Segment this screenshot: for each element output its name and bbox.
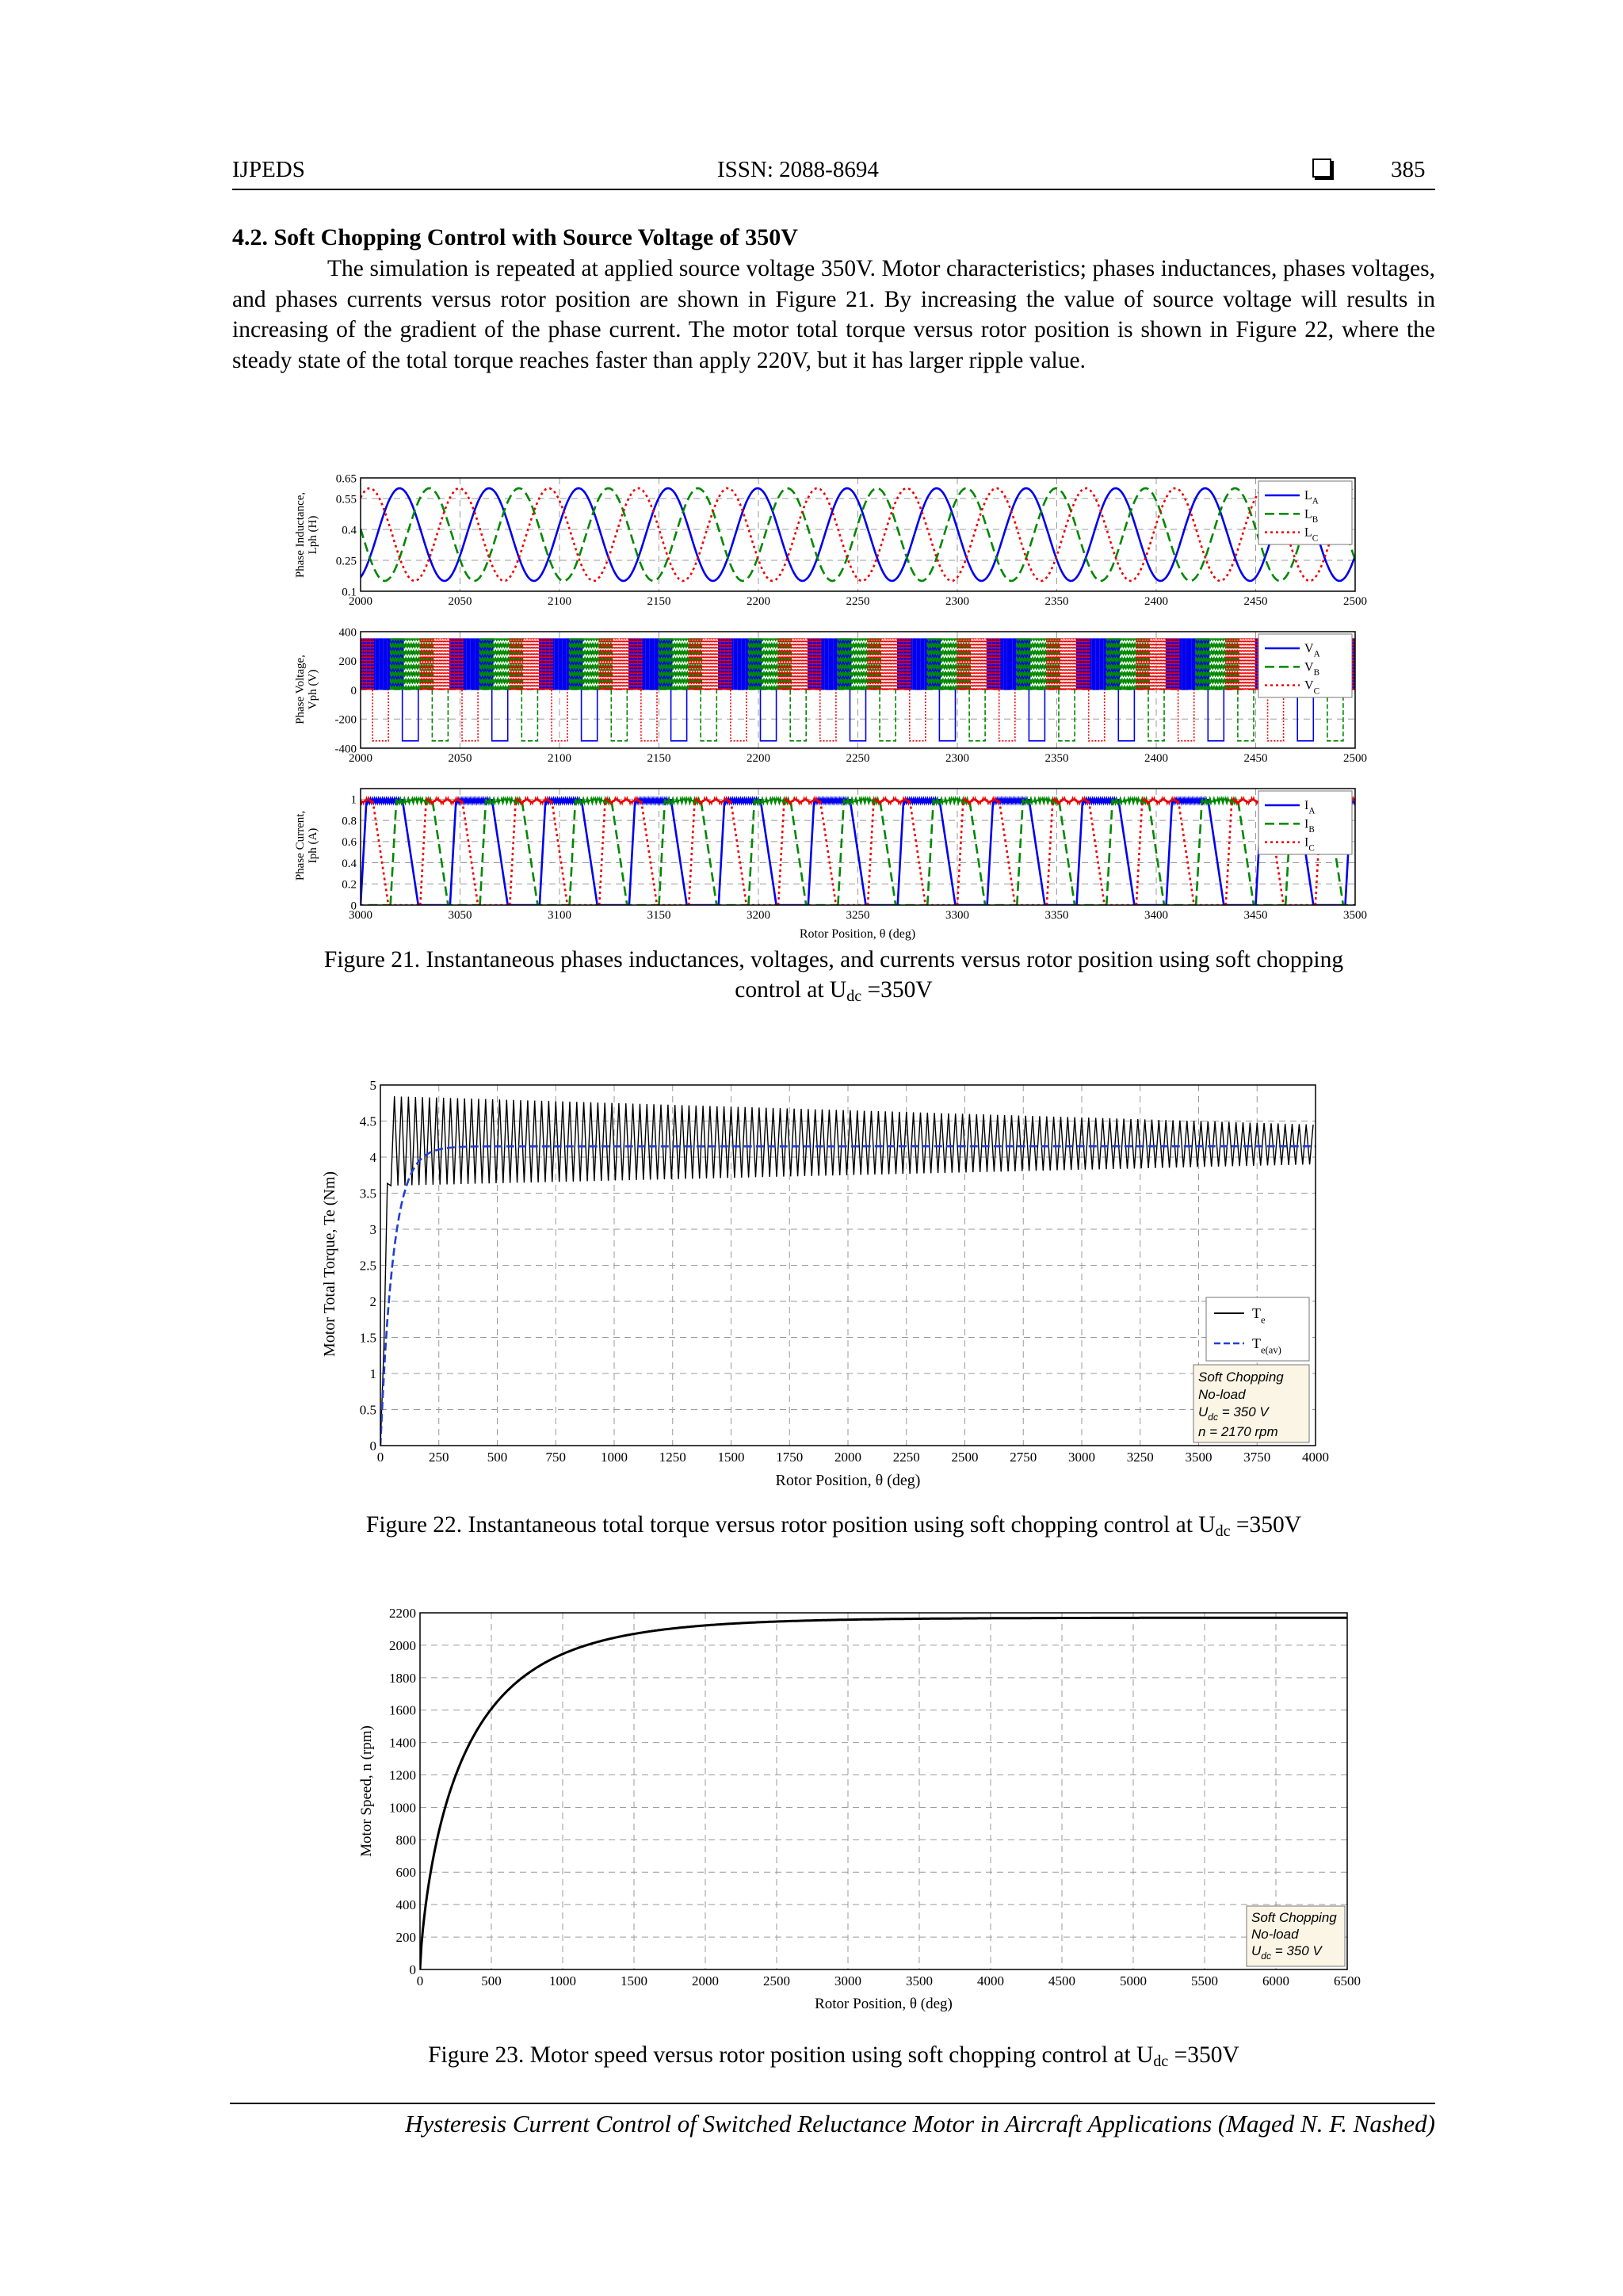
x-tick-label: 2100 [548, 595, 571, 608]
x-tick-label: 2200 [747, 752, 770, 765]
x-tick-label: 750 [545, 1450, 566, 1465]
x-tick-label: 1000 [601, 1450, 628, 1465]
y-tick-label: 0 [350, 900, 357, 913]
x-tick-label: 6000 [1262, 1973, 1289, 1988]
x-tick-label: 3350 [1044, 909, 1069, 922]
x-tick-label: 5000 [1120, 1973, 1147, 1988]
y-tick-label: 1.5 [359, 1330, 376, 1346]
legend-label: $V_A$ [1304, 642, 1320, 659]
y-tick-label: 1 [369, 1366, 376, 1381]
y-tick-label: 600 [395, 1865, 416, 1881]
x-tick-label: 3250 [846, 909, 870, 922]
x-axis-label: Rotor Position, θ (deg) [775, 1472, 921, 1489]
annotation-line: Soft Chopping [1251, 1910, 1337, 1925]
y-tick-label: 0.5 [359, 1402, 376, 1418]
x-tick-label: 2250 [892, 1450, 920, 1465]
legend-label: $V_C$ [1304, 678, 1320, 697]
issn: ISSN: 2088-8694 [717, 157, 879, 182]
torque-plot [321, 1078, 1329, 1489]
y-tick-label: 5 [369, 1077, 376, 1093]
y-tick-label: 1800 [389, 1670, 416, 1686]
x-tick-label: 2300 [945, 595, 969, 608]
x-tick-label: 2200 [747, 595, 770, 608]
caption-text-end: =350V [1230, 1512, 1302, 1538]
current-plot [271, 789, 1495, 941]
caption-text-end: =350V [861, 977, 933, 1003]
y-tick-label: 1000 [389, 1800, 416, 1816]
x-tick-label: 2250 [846, 752, 870, 765]
x-tick-label: 1500 [621, 1973, 647, 1988]
x-tick-label: 2000 [349, 752, 372, 765]
y-axis-label: Motor Total Torque, Te (Nm) [321, 1171, 338, 1358]
x-tick-label: 2350 [1044, 752, 1069, 765]
x-tick-label: 3000 [1068, 1450, 1095, 1465]
y-tick-label: -400 [334, 743, 357, 756]
x-tick-label: 2450 [1243, 752, 1268, 765]
x-axis-label: Rotor Position, θ (deg) [799, 927, 916, 941]
figure-21-caption [232, 945, 1435, 1005]
x-tick-label: 2400 [1144, 752, 1168, 765]
footer-rule [230, 2103, 1435, 2104]
x-tick-label: 1750 [776, 1450, 804, 1465]
x-tick-label: 2150 [647, 752, 671, 765]
y-axis-label: Phase Inductance,Lph (H) [294, 491, 319, 579]
x-tick-label: 2000 [349, 595, 372, 608]
x-tick-label: 2150 [647, 595, 671, 608]
y-tick-label: 0.6 [342, 836, 357, 850]
annotation-line: Soft Chopping [1198, 1370, 1284, 1385]
y-tick-label: 3.5 [359, 1186, 376, 1201]
y-tick-label: 2 [369, 1293, 376, 1309]
y-tick-label: 400 [395, 1897, 416, 1913]
caption-text: control at U [735, 977, 847, 1003]
x-tick-label: 3250 [1126, 1450, 1154, 1465]
legend-label: $L_C$ [1304, 525, 1319, 544]
y-axis-label: Phase Voltage,Vph (V) [294, 655, 319, 724]
figure-23-caption [232, 2040, 1435, 2070]
y-tick-label: 200 [338, 655, 357, 668]
x-tick-label: 2500 [1343, 595, 1367, 608]
x-tick-label: 2300 [945, 752, 969, 765]
x-tick-label: 3750 [1243, 1450, 1271, 1465]
annotation-line: $U_{dc} = 350$ V [1251, 1943, 1322, 1962]
annotation-line: No-load [1251, 1927, 1299, 1942]
annotation-line: $U_{dc} = 350$ V [1198, 1404, 1269, 1423]
x-tick-label: 3500 [1343, 909, 1367, 922]
x-tick-label: 2100 [548, 752, 571, 765]
x-tick-label: 4000 [1302, 1450, 1329, 1465]
x-tick-label: 3100 [548, 909, 571, 922]
x-tick-label: 2500 [763, 1973, 790, 1988]
y-tick-label: 200 [395, 1930, 416, 1946]
x-tick-label: 3450 [1243, 909, 1268, 922]
x-tick-label: 3000 [834, 1973, 861, 1988]
x-tick-label: 2350 [1044, 595, 1069, 608]
caption-line-2 [232, 975, 1435, 1005]
y-tick-label: -200 [334, 713, 357, 727]
y-tick-label: 0.1 [342, 586, 357, 599]
figure-22 [317, 1074, 1363, 1518]
y-tick-label: 1200 [389, 1767, 416, 1783]
annotation-line: No-load [1198, 1387, 1246, 1402]
x-tick-label: 2500 [1343, 752, 1367, 765]
caption-text: Figure 22. Instantaneous total torque versus rotor position using soft chopping control at U [365, 1512, 1216, 1538]
x-tick-label: 0 [376, 1450, 384, 1465]
y-tick-label: 2200 [389, 1605, 416, 1621]
paragraph-text: The simulation is repeated at applied source voltage 350V. Motor characteristics; phases inductances, phases voltages, and phases currents versus rotor position are shown in Figure 21. By increasing the value of source voltage will results in increasing of the gradient of the phase current. The motor total torque versus rotor position is shown in Figure 22, where the steady state of the total torque reaches faster than apply 220V, but it has larger ripple value. [232, 256, 1435, 373]
x-tick-label: 2400 [1144, 595, 1168, 608]
caption-text: Figure 23. Motor speed versus rotor position using soft chopping control at U [428, 2042, 1154, 2068]
x-tick-label: 3300 [945, 909, 969, 922]
y-tick-label: 400 [338, 626, 357, 640]
y-axis-label: Phase Current,Iph (A) [294, 810, 319, 881]
y-tick-label: 0.25 [335, 555, 357, 568]
x-tick-label: 3000 [349, 909, 372, 922]
annotation-line: n = 2170 rpm [1198, 1424, 1278, 1439]
x-tick-label: 2250 [846, 595, 870, 608]
legend-label: $T_e$ [1252, 1305, 1266, 1326]
legend-label: $I_C$ [1304, 835, 1315, 854]
x-tick-label: 2050 [448, 752, 472, 765]
x-tick-label: 500 [487, 1450, 508, 1465]
x-tick-label: 3050 [448, 909, 472, 922]
y-tick-label: 2000 [389, 1637, 416, 1653]
journal-name: IJPEDS [232, 157, 305, 182]
y-tick-label: 3 [369, 1221, 376, 1237]
x-tick-label: 3500 [906, 1973, 933, 1988]
figure-21 [281, 464, 1367, 941]
figure-23 [349, 1605, 1371, 2033]
page-number: 385 [1391, 157, 1426, 182]
x-tick-label: 2050 [448, 595, 472, 608]
inductance-plot [294, 472, 1367, 608]
x-tick-label: 3200 [747, 909, 770, 922]
legend-label: $T_{e(av)}$ [1252, 1335, 1281, 1356]
header-rule [232, 189, 1435, 190]
y-tick-label: 2.5 [359, 1258, 376, 1274]
y-tick-label: 1400 [389, 1735, 416, 1751]
caption-sub: dc [1153, 2053, 1169, 2070]
y-tick-label: 1600 [389, 1702, 416, 1718]
y-tick-label: 0.4 [342, 524, 357, 537]
plot-area [420, 1613, 1347, 1969]
legend-label: $L_B$ [1304, 507, 1319, 525]
x-tick-label: 3500 [1185, 1450, 1212, 1465]
legend-label: $I_A$ [1304, 799, 1316, 816]
x-tick-label: 2450 [1243, 595, 1268, 608]
y-tick-label: 0.8 [342, 815, 357, 828]
caption-sub: dc [1215, 1522, 1231, 1540]
x-tick-label: 1500 [717, 1450, 745, 1465]
caption-text-end: =350V [1168, 2042, 1239, 2068]
x-tick-label: 1250 [659, 1450, 686, 1465]
y-tick-label: 0.2 [342, 878, 357, 892]
x-tick-label: 2500 [951, 1450, 979, 1465]
caption-sub: dc [846, 988, 862, 1005]
x-tick-label: 4000 [977, 1973, 1004, 1988]
x-tick-label: 1000 [549, 1973, 576, 1988]
checkbox-square-icon [1312, 159, 1331, 178]
speed-plot [358, 1606, 1361, 2012]
x-tick-label: 2000 [692, 1973, 719, 1988]
caption-line-1: Figure 21. Instantaneous phases inductances, voltages, and currents versus rotor position using soft chopping [323, 947, 1344, 972]
y-tick-label: 4.5 [359, 1114, 376, 1129]
figure-22-caption [232, 1510, 1435, 1540]
y-tick-label: 1 [350, 793, 357, 807]
section-title: 4.2. Soft Chopping Control with Source Voltage of 350V [232, 224, 798, 250]
y-tick-label: 0 [350, 684, 357, 697]
x-tick-label: 2750 [1010, 1450, 1037, 1465]
body-paragraph [232, 254, 1435, 376]
x-tick-label: 250 [429, 1450, 449, 1465]
x-tick-label: 3150 [647, 909, 671, 922]
x-tick-label: 3400 [1144, 909, 1168, 922]
voltage-plot [271, 626, 1463, 765]
x-tick-label: 5500 [1191, 1973, 1218, 1988]
legend-label: $V_B$ [1304, 660, 1320, 678]
x-axis-label: Rotor Position, θ (deg) [815, 1996, 953, 2012]
y-axis-label: Motor Speed, n (rpm) [358, 1725, 375, 1857]
y-tick-label: 4 [369, 1149, 376, 1165]
y-tick-label: 0 [369, 1438, 376, 1454]
y-tick-label: 0.65 [335, 472, 357, 486]
x-tick-label: 500 [481, 1973, 502, 1988]
x-tick-label: 4500 [1048, 1973, 1075, 1988]
legend-label: $L_A$ [1304, 489, 1319, 506]
x-tick-label: 0 [416, 1973, 424, 1988]
x-tick-label: 6500 [1334, 1973, 1361, 1988]
running-footer: Hysteresis Current Control of Switched Reluctance Motor in Aircraft Applications (Maged N. F. Nashed) [405, 2110, 1435, 2137]
y-tick-label: 0.55 [335, 493, 357, 506]
y-tick-label: 0.4 [342, 857, 357, 870]
y-tick-label: 0 [409, 1962, 416, 1977]
legend-label: $I_B$ [1304, 817, 1315, 835]
y-tick-label: 800 [395, 1832, 416, 1848]
x-tick-label: 2000 [834, 1450, 861, 1465]
